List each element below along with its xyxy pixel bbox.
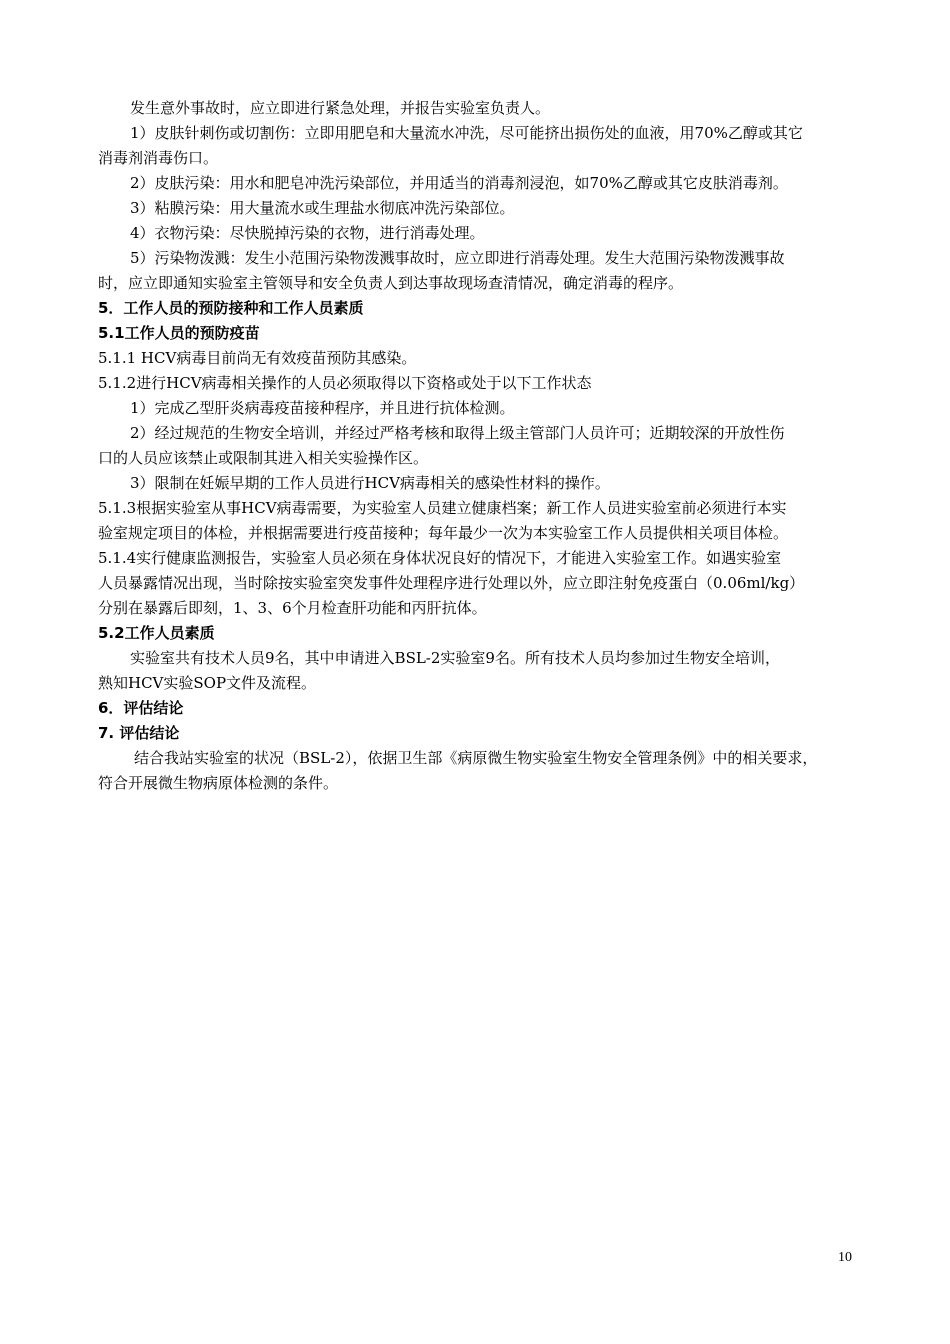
paragraph-line: 5.1.4实行健康监测报告，实验室人员必须在身体状况良好的情况下，才能进入实验室工作。如遇实验室	[98, 549, 782, 567]
paragraph-line: 人员暴露情况出现，当时除按实验室突发事件处理程序进行处理以外，应立即注射免疫蛋白（0.06ml/kg）	[98, 574, 805, 592]
paragraph-line: 5.1.1 HCV病毒目前尚无有效疫苗预防其感染。	[98, 349, 417, 367]
subsection-heading: 5.1工作人员的预防疫苗	[98, 324, 260, 342]
list-item: 4）衣物污染：尽快脱掉污染的衣物，进行消毒处理。	[130, 224, 485, 242]
paragraph-line: 5.1.2进行HCV病毒相关操作的人员必须取得以下资格或处于以下工作状态	[98, 374, 592, 392]
paragraph-line: 结合我站实验室的状况（BSL-2），依据卫生部《病原微生物实验室生物安全管理条例》中的相关要求，	[134, 749, 818, 767]
paragraph-line: 验室规定项目的体检，并根据需要进行疫苗接种；每年最少一次为本实验室工作人员提供相关项目体检。	[98, 524, 789, 542]
page-number: 10	[838, 1250, 852, 1265]
list-item-continuation: 时，应立即通知实验室主管领导和安全负责人到达事故现场查清情况，确定消毒的程序。	[98, 274, 684, 292]
paragraph-line: 5.1.3根据实验室从事HCV病毒需要，为实验室人员建立健康档案；新工作人员进实验室前必须进行本实	[98, 499, 787, 517]
list-item-continuation: 口的人员应该禁止或限制其进入相关实验操作区。	[98, 449, 429, 467]
list-item: 2）皮肤污染：用水和肥皂冲洗污染部位，并用适当的消毒剂浸泡，如70%乙醇或其它皮肤消毒剂。	[130, 174, 788, 192]
list-item-continuation: 消毒剂消毒伤口。	[98, 149, 219, 167]
subsection-heading: 5.2工作人员素质	[98, 624, 215, 642]
list-item: 3）粘膜污染：用大量流水或生理盐水彻底冲洗污染部位。	[130, 199, 515, 217]
paragraph-line: 实验室共有技术人员9名，其中申请进入BSL-2实验室9名。所有技术人员均参加过生物安全培训，	[130, 649, 780, 667]
list-item: 2）经过规范的生物安全培训，并经过严格考核和取得上级主管部门人员许可；近期较深的开放性伤	[130, 424, 785, 442]
section-heading: 7. 评估结论	[98, 724, 180, 742]
section-heading: 5．工作人员的预防接种和工作人员素质	[98, 299, 364, 317]
paragraph-line: 发生意外事故时，应立即进行紧急处理，并报告实验室负责人。	[130, 99, 551, 117]
list-item: 1）完成乙型肝炎病毒疫苗接种程序，并且进行抗体检测。	[130, 399, 515, 417]
paragraph-line: 符合开展微生物病原体检测的条件。	[98, 774, 339, 792]
paragraph-line: 熟知HCV实验SOP文件及流程。	[98, 674, 317, 692]
section-heading: 6．评估结论	[98, 699, 184, 717]
list-item: 1）皮肤针刺伤或切割伤：立即用肥皂和大量流水冲洗，尽可能挤出损伤处的血液，用70%乙醇或其它	[130, 124, 803, 142]
paragraph-line: 分别在暴露后即刻，1、3、6个月检查肝功能和丙肝抗体。	[98, 599, 487, 617]
document-page	[98, 96, 858, 796]
list-item: 5）污染物泼溅：发生小范围污染物泼溅事故时，应立即进行消毒处理。发生大范围污染物泼溅事故	[130, 249, 785, 267]
list-item: 3）限制在妊娠早期的工作人员进行HCV病毒相关的感染性材料的操作。	[130, 474, 610, 492]
